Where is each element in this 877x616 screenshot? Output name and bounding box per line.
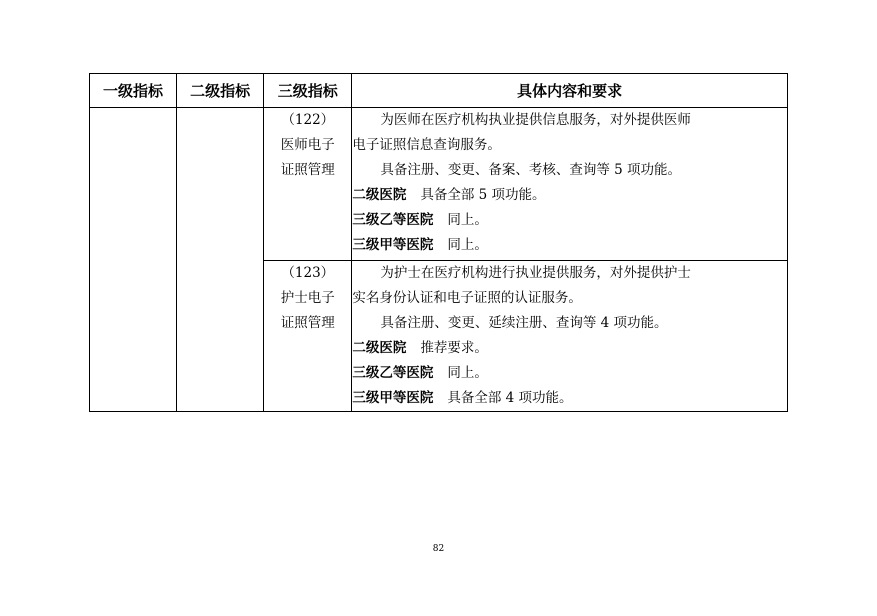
level3-name-line1: 医师电子 <box>280 137 335 153</box>
table-row <box>90 108 788 261</box>
grade-text: 同上。 <box>447 212 488 228</box>
grade-label: 二级医院 <box>352 187 407 203</box>
page-number: 82 <box>432 544 445 554</box>
level2-cell <box>177 108 264 412</box>
content-line: 为护士在医疗机构进行执业提供服务，对外提供护士 <box>380 265 691 281</box>
requirements-table <box>89 73 788 412</box>
content-line: 具备注册、变更、备案、考核、查询等 5 项功能。 <box>380 162 682 178</box>
header-level3: 三级指标 <box>264 74 352 108</box>
content-cell <box>352 261 788 412</box>
level3-number: （122） <box>281 112 335 128</box>
grade-requirement <box>352 208 787 233</box>
grade-label: 三级甲等医院 <box>352 390 434 406</box>
grade-label: 二级医院 <box>352 340 407 356</box>
grade-text: 具备全部 5 项功能。 <box>420 187 546 203</box>
grade-text: 具备全部 4 项功能。 <box>447 390 573 406</box>
grade-requirement <box>352 183 787 208</box>
level3-cell <box>264 261 352 412</box>
header-level1: 一级指标 <box>90 74 177 108</box>
grade-requirement <box>352 361 787 386</box>
grade-text: 同上。 <box>447 237 488 253</box>
level3-name-line2: 证照管理 <box>280 162 335 178</box>
grade-requirement <box>352 336 787 361</box>
content-line: 电子证照信息查询服务。 <box>352 137 501 153</box>
content-line: 为医师在医疗机构执业提供信息服务，对外提供医师 <box>380 112 691 128</box>
level1-cell <box>90 108 177 412</box>
header-level2: 二级指标 <box>177 74 264 108</box>
grade-requirement <box>352 233 787 258</box>
level3-number: （123） <box>281 265 335 281</box>
level3-name-line1: 护士电子 <box>280 290 335 306</box>
grade-requirement <box>352 386 787 411</box>
level3-cell <box>264 108 352 261</box>
content-line: 实名身份认证和电子证照的认证服务。 <box>352 290 582 306</box>
grade-text: 同上。 <box>447 365 488 381</box>
grade-label: 三级乙等医院 <box>352 365 434 381</box>
grade-label: 三级甲等医院 <box>352 237 434 253</box>
table-header-row <box>90 74 788 108</box>
content-cell <box>352 108 788 261</box>
level3-name-line2: 证照管理 <box>280 315 335 331</box>
header-content: 具体内容和要求 <box>352 74 788 108</box>
grade-label: 三级乙等医院 <box>352 212 434 228</box>
grade-text: 推荐要求。 <box>420 340 488 356</box>
content-line: 具备注册、变更、延续注册、查询等 4 项功能。 <box>380 315 668 331</box>
